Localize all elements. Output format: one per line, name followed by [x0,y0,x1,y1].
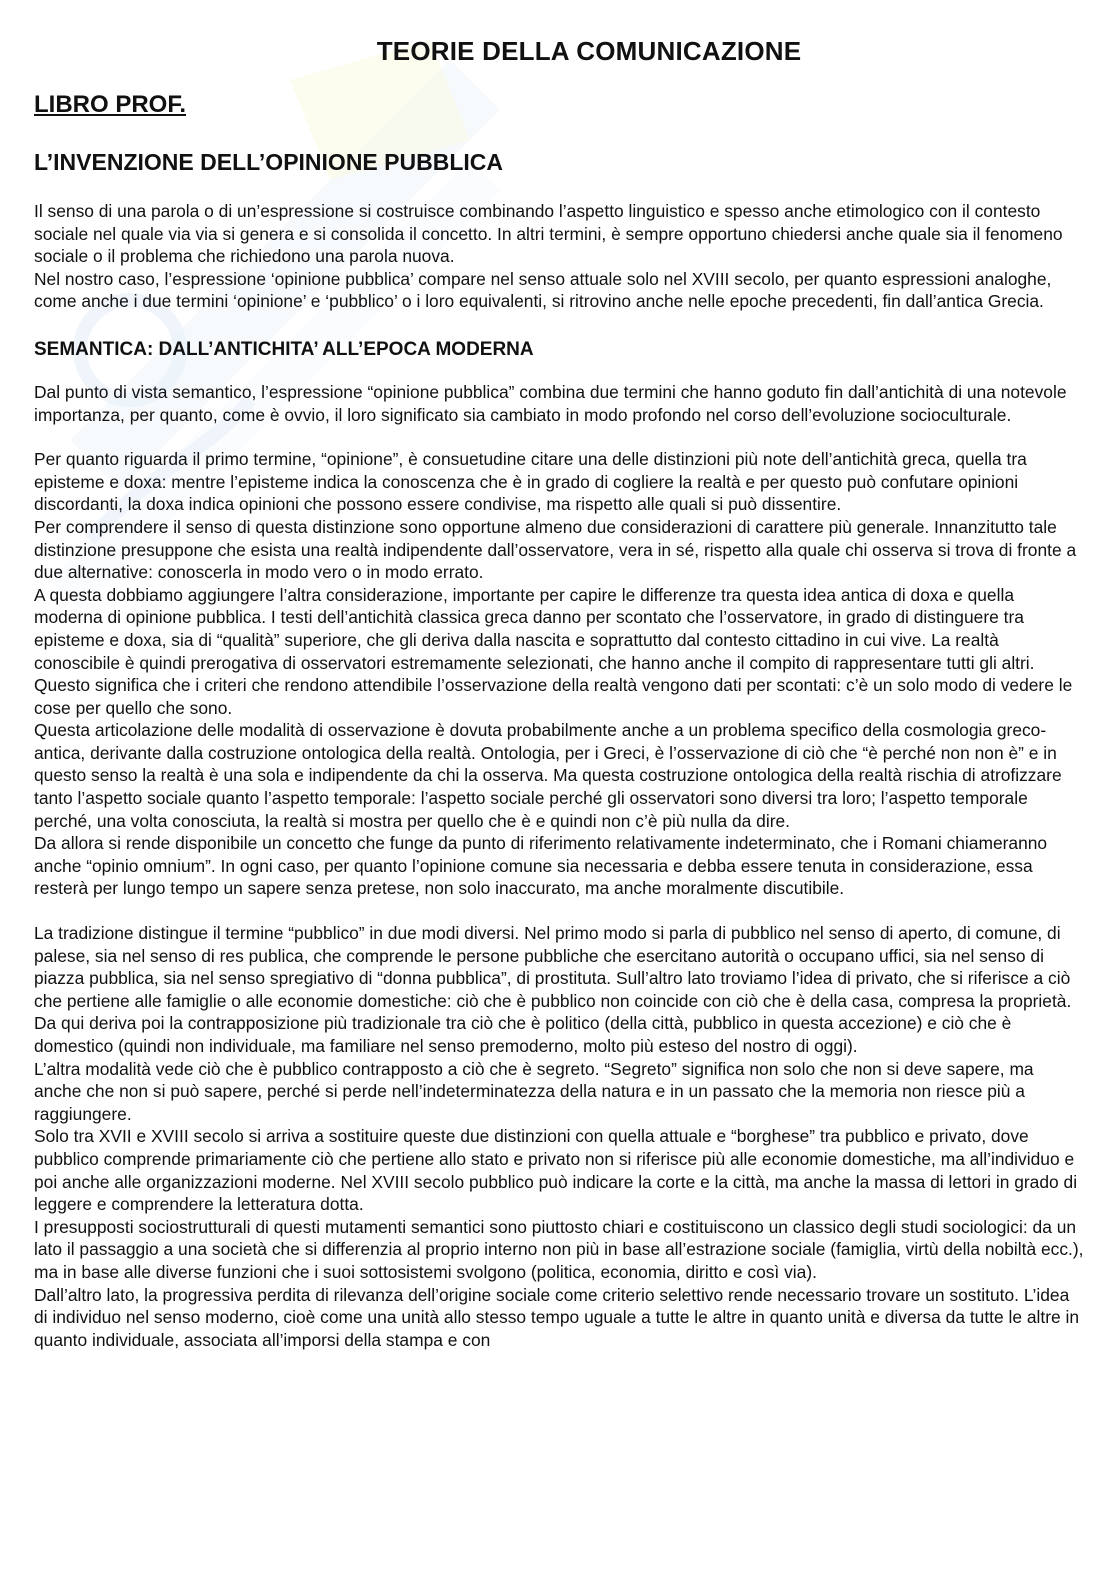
paragraph: Da allora si rende disponibile un concetto che funge da punto di riferimento relativamente indeterminato, che i Romani chiameranno anche “opinio omnium”. In ogni caso, per quanto l’opinione comune sia necessaria e debba essere tenuta in considerazione, essa resterà per lungo tempo un sapere senza pretese, non solo inaccurato, ma anche moralmente discutibile. [34,833,1048,899]
paragraph: Nel nostro caso, l’espressione ‘opinione pubblica’ compare nel senso attuale solo nel XVIII secolo, per quanto espressioni analoghe, come anche i due termini ‘opinione’ e ‘pubblico’ o i loro equivalenti, si ritrovino anche nelle epoche precedenti, fin dall’antica Grecia. [34,268,1052,312]
book-heading: LIBRO PROF. [34,91,187,118]
paragraph: Per quanto riguarda il primo termine, “opinione”, è consuetudine citare una delle distinzioni più note dell’antichità greca, quella tra episteme e doxa: mentre l’episteme indica la conoscenza che è in grado di cogliere la realtà e per questo può confutare opinioni discordanti, la doxa indica opinioni che possono essere condivise, ma rispetto alle quali si può dissentire. [34,449,1027,515]
subsection-title: SEMANTICA: DALL’ANTICHITA’ ALL’EPOCA MODERNA [34,338,534,360]
paragraph-gap [34,900,1084,922]
section-title: L’INVENZIONE DELL’OPINIONE PUBBLICA [34,149,503,175]
intro-block [34,200,1084,313]
semantics-block [34,381,1084,426]
paragraph-gap [34,426,1084,448]
paragraph: Dall’altro lato, la progressiva perdita di rilevanza dell’origine sociale come criterio selettivo rende necessario trovare un sostituto. L’idea di individuo nel senso moderno, cioè come una unità allo stesso tempo uguale a tutte le altre in quanto unità e diversa da tutte le altre in quanto individuale, associata all’imporsi della stampa e con [34,1284,1080,1350]
document-content [34,28,1084,1351]
paragraph: A questa dobbiamo aggiungere l’altra considerazione, importante per capire le differenze tra questa idea antica di doxa e quella moderna di opinione pubblica. I testi dell’antichità classica greca danno per scontato che l’osservatore, in grado di distinguere tra episteme e doxa, sia di “qualità” superiore, che gli deriva dalla nascita e soprattutto dal contesto cittadino in cui vive. La realtà conoscibile è quindi prerogativa di osservatori estremamente selezionati, che hanno anche il compito di rappresentare tutti gli altri. Questo significa che i criteri che rendono attendibile l’osservazione della realtà vengono dati per scontati: c’è un solo modo di vedere le cose per quello che sono. [34,584,1073,718]
public-block [34,922,1084,1351]
paragraph: I presupposti sociostrutturali di questi mutamenti semantici sono piuttosto chiari e costituiscono un classico degli studi sociologici: da un lato il passaggio a una società che si differenzia al proprio interno non più in base all’estrazione sociale (famiglia, virtù della nobiltà ecc.), ma in base alle diverse funzioni che i suoi sottosistemi svolgono (politica, economia, diritto e così via). [34,1216,1084,1282]
opinion-block [34,448,1084,900]
paragraph: Solo tra XVII e XVIII secolo si arriva a sostituire queste due distinzioni con quella attuale e “borghese” tra pubblico e privato, dove pubblico comprende primariamente ciò che pertiene allo stato e privato non si riferisce più alle economie domestiche, ma all’individuo e poi anche alle organizzazioni moderne. Nel XVIII secolo pubblico può indicare la corte e la città, ma anche la massa di lettori in grado di leggere e comprendere la letteratura dotta. [34,1126,1078,1215]
paragraph: L’altra modalità vede ciò che è pubblico contrapposto a ciò che è segreto. “Segreto” significa non solo che non si deve sapere, ma anche che non si può sapere, perché si perde nell’indeterminatezza della natura e in un passato che la memoria non riesce più a raggiungere. [34,1058,1034,1124]
paragraph: Dal punto di vista semantico, l’espressione “opinione pubblica” combina due termini che hanno goduto fin dall’antichità di una notevole importanza, per quanto, come è ovvio, il loro significato sia cambiato in modo profondo nel corso dell’evoluzione socioculturale. [34,381,1067,425]
paragraph: Questa articolazione delle modalità di osservazione è dovuta probabilmente anche a un problema specifico della cosmologia greco-antica, derivante dalla costruzione ontologica della realtà. Ontologia, per i Greci, è l’osservazione di ciò che “è perché non non è” e in questo senso la realtà è una sola e indipendente da chi la osserva. Ma questa costruzione ontologica della realtà rischia di atrofizzare tanto l’aspetto sociale quanto l’aspetto temporale: l’aspetto sociale perché gli osservatori sono diversi tra loro; l’aspetto temporale perché, una volta conosciuta, la realtà si mostra per quello che è e quindi non c’è più nulla da dire. [34,720,1062,831]
paragraph: Per comprendere il senso di questa distinzione sono opportune almeno due considerazioni di carattere più generale. Innanzitutto tale distinzione presuppone che esista una realtà indipendente dall’osservatore, vera in sé, rispetto alla quale chi osserva si trova di fronte a due alternative: conoscerla in modo vero o in modo errato. [34,516,1077,583]
document-title: TEORIE DELLA COMUNICAZIONE [376,36,802,66]
paragraph: Il senso di una parola o di un’espressione si costruisce combinando l’aspetto linguistico e spesso anche etimologico con il contesto sociale nel quale via via si genera e si consolida il concetto. In altri termini, è sempre opportuno chiedersi anche quale sia il fenomeno sociale o il problema che richiedono una parola nuova. [34,201,1063,267]
paragraph: La tradizione distingue il termine “pubblico” in due modi diversi. Nel primo modo si parla di pubblico nel senso di aperto, di comune, di palese, sia nel senso di res publica, che comprende le persone pubbliche che esercitano autorità o occupano uffici, sia nel senso di piazza pubblica, sia nel senso spregiativo di “donna pubblica”, di prostituta. Sull’altro lato troviamo l’idea di privato, che si riferisce a ciò che pertiene alle famiglie o alle economie domestiche: ciò che è pubblico non coincide con ciò che è della casa, compresa la proprietà. Da qui deriva poi la contrapposizione più tradizionale tra ciò che è politico (della città, pubblico in questa accezione) e ciò che è domestico (quindi non individuale, ma familiare nel senso premoderno, molto più esteso del nostro di oggi). [34,923,1072,1056]
